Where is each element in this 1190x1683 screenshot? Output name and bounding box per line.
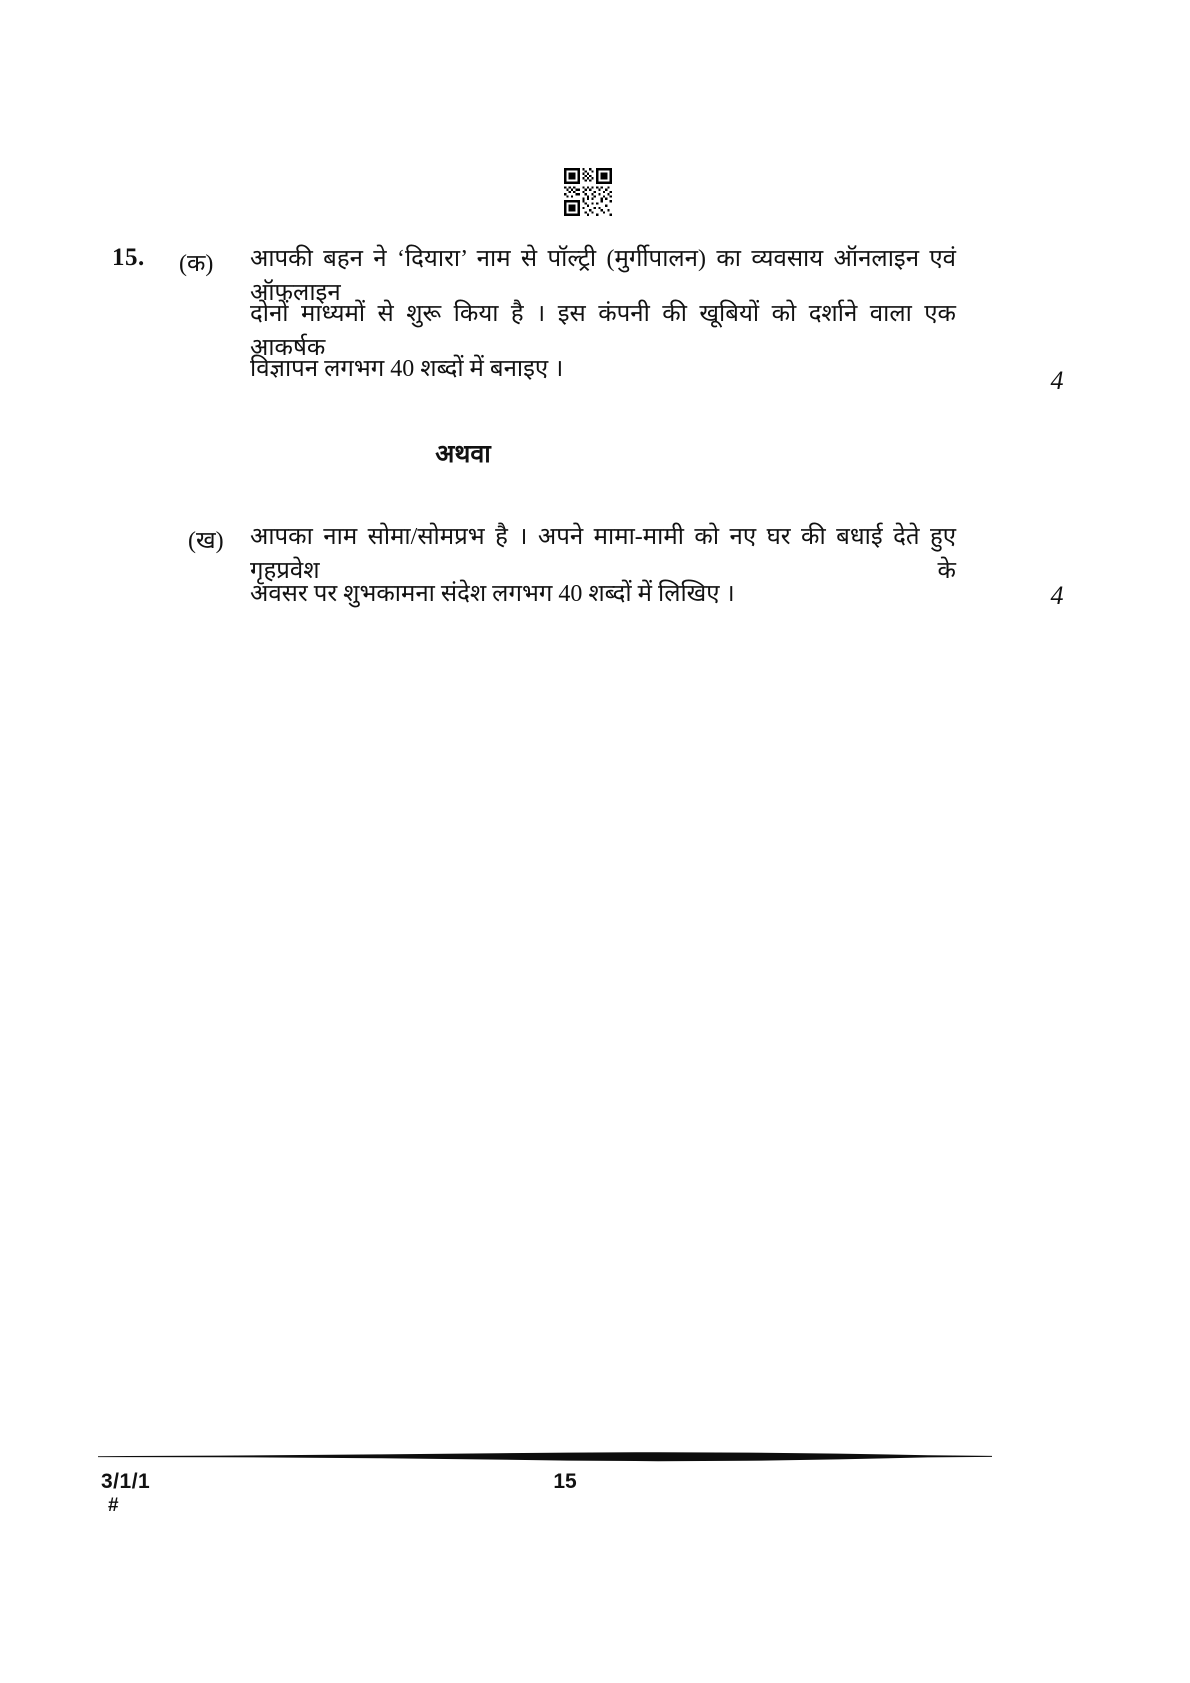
part-a-text-line-1: आपकी बहन ने ‘दियारा’ नाम से पॉल्ट्री (मुर्गीपालन) का व्यवसाय ऑनलाइन एवं ऑफलाइन <box>250 246 956 306</box>
footer-paper-code: 3/1/1 <box>101 1470 151 1493</box>
footer-print-mark: # <box>108 1495 119 1516</box>
part-a-text-line-3: विज्ञापन लगभग 40 शब्दों में बनाइए । <box>250 356 564 382</box>
part-a-label: (क) <box>179 251 214 277</box>
question-number: 15. <box>112 244 145 271</box>
part-b-marks: 4 <box>1050 581 1064 610</box>
footer-page-number: 15 <box>553 1470 577 1493</box>
part-b-text-line-1: आपका नाम सोमा/सोमप्रभ है । अपने मामा-मामी को नए घर की बधाई देते हुए गृहप्रवेश के <box>250 524 956 584</box>
qr-code-icon <box>564 166 612 218</box>
part-b-label: (ख) <box>188 528 224 554</box>
part-a-text-line-2: दोनों माध्यमों से शुरू किया है । इस कंपनी की खूबियों को दर्शाने वाला एक आकर्षक <box>250 301 956 361</box>
footer-divider-line <box>98 1451 992 1463</box>
or-separator: अथवा <box>435 440 491 468</box>
part-b-text-line-2: अवसर पर शुभकामना संदेश लगभग 40 शब्दों में लिखिए । <box>250 581 735 607</box>
part-a-marks: 4 <box>1050 366 1064 395</box>
